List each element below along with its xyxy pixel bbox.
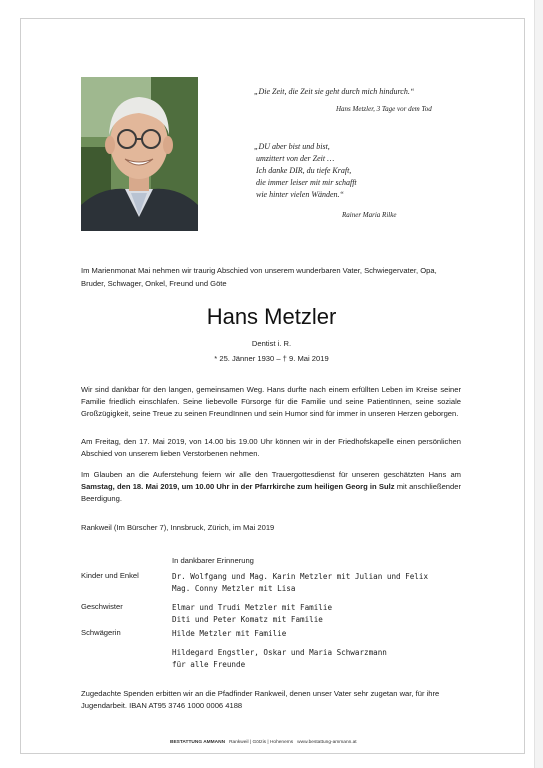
sister-in-law-label: Schwägerin (81, 628, 121, 637)
donation-note: Zugedachte Spenden erbitten wir an die Pfadfinder Rankweil, denen unser Vater sehr zugetan war, für ihre Jugendarbeit. IBAN AT95 3746 1000 0006 4188 (81, 689, 440, 710)
sister-in-law-list: Hilde Metzler mit Familie (172, 629, 287, 638)
funeral-home-website[interactable]: www.bestattung-ammann.at (297, 740, 357, 745)
others-list: Hildegard Engstler, Oskar und Maria Schwarzmann für alle Freunde (172, 648, 387, 669)
page-edge (534, 0, 543, 768)
deceased-profession: Dentist i. R. (251, 339, 292, 348)
funeral-home-locations: Rankweil | Götzis | Hohenems (229, 740, 294, 745)
poem-attribution: Rainer Maria Rilke (342, 211, 397, 219)
quote-attribution: Hans Metzler, 3 Tage vor dem Tod (336, 105, 432, 113)
intro-text: Im Marienmonat Mai nehmen wir traurig Abschied von unserem wunderbaren Vater, Schwiegervater, Opa, Bruder, Schwager, Onkel, Freund und Göte (81, 266, 437, 288)
gratitude-paragraph: Wir sind dankbar für den langen, gemeinsamen Weg. Hans durfte nach einem erfüllten Leben im Kreise seiner Familie friedlich einschlafen. Seine liebevolle Fürsorge für die Familie und seine PatientInnen, seine soziale Großzügigkeit, seine Treue zu seinen FreundInnen und sein Humor sind für immer in unseren Herzen geborgen. (81, 385, 461, 418)
service-text-start: Im Glauben an die Auferstehung feiern wir alle den Trauergottesdienst für unseren geschätzten Hans am (81, 470, 461, 479)
children-list: Dr. Wolfgang und Mag. Karin Metzler mit Julian und Felix Mag. Conny Metzler mit Lisa (172, 572, 429, 593)
deceased-name: Hans Metzler (206, 304, 337, 329)
mourners-heading: In dankbarer Erinnerung (172, 556, 254, 565)
portrait-photo (81, 77, 198, 231)
poem-text: „DU aber bist und bist, umzittert von der Zeit … Ich danke DIR, du tiefe Kraft, die immer leiser mit mir schafft wie hinter vielen Wänden.“ (254, 142, 357, 199)
life-dates: * 25. Jänner 1930 – † 9. Mai 2019 (214, 354, 329, 363)
quote-text: „Die Zeit, die Zeit sie geht durch mich hindurch.“ (254, 87, 415, 96)
siblings-label: Geschwister (81, 602, 123, 611)
service-text-end: mit anschließender Beerdigung. (81, 481, 461, 503)
children-label: Kinder und Enkel (81, 571, 139, 580)
service-date-location: Samstag, den 18. Mai 2019, um 10.00 Uhr in der Pfarrkirche zum heiligen Georg in Sulz (81, 481, 395, 491)
funeral-home-footer (170, 740, 357, 745)
place-date: Rankweil (Im Bürscher 7), Innsbruck, Zürich, im Mai 2019 (81, 523, 275, 532)
farewell-paragraph: Am Freitag, den 17. Mai 2019, von 14.00 bis 19.00 Uhr können wir in der Friedhofskapelle einen persönlichen Abschied von unserem lieben Verstorbenen nehmen. (81, 437, 461, 458)
siblings-list: Elmar und Trudi Metzler mit Familie Diti und Peter Komatz mit Familie (172, 603, 333, 624)
funeral-home-name: BESTATTUNG AMMANN (170, 740, 226, 745)
service-paragraph (81, 469, 461, 504)
